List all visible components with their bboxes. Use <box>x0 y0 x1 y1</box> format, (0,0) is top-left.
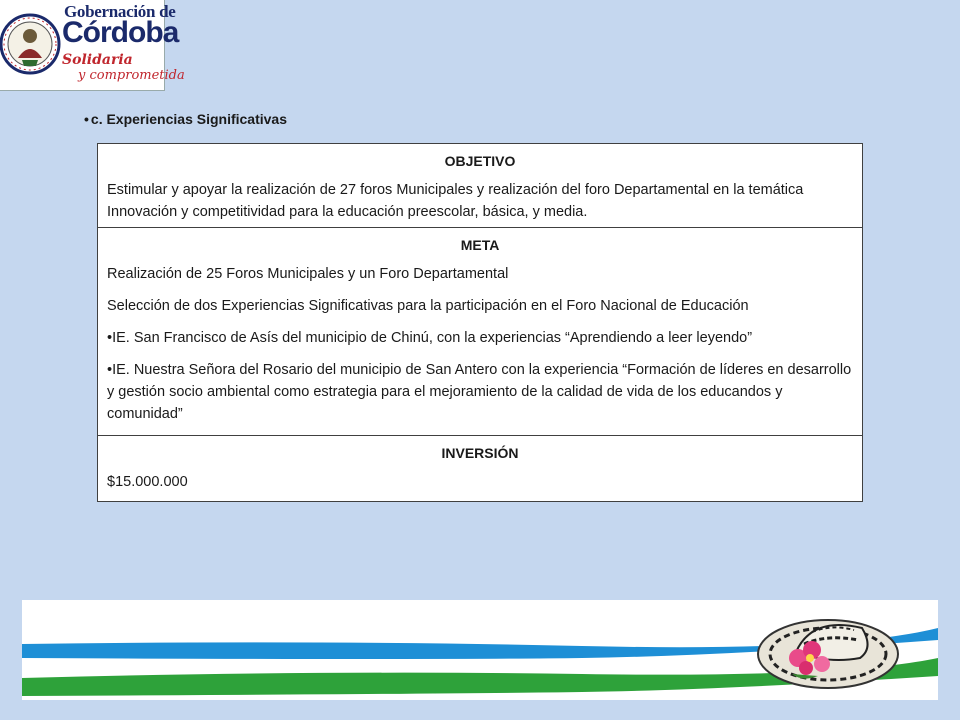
inversion-block <box>98 436 862 493</box>
meta-heading: META <box>460 237 500 253</box>
logo-slogan-1: Solidaria <box>62 52 133 68</box>
logo-line-1: Gobernación de <box>64 2 176 21</box>
bullet: • <box>84 111 89 127</box>
meta-line-2: Selección de dos Experiencias Significativas para la participación en el Foro Nacional de Educación <box>107 298 749 314</box>
sombrero-vueltiao-icon <box>758 620 898 688</box>
footer-stripes <box>22 600 938 700</box>
section-title <box>84 111 287 127</box>
objetivo-text: Estimular y apoyar la realización de 27 foros Municipales y realización del foro Departamental en la temática Innovación y competitividad para la educación preescolar, básica, y media. <box>107 182 804 220</box>
inversion-amount: $15.000.000 <box>107 474 188 490</box>
info-table <box>97 143 863 502</box>
meta-bullet-2: •IE. Nuestra Señora del Rosario del municipio de San Antero con la experiencia “Formación de líderes en desarrollo y gestión socio ambiental como estrategia para el mejoramiento de la calidad de vida de los educandos y comunidad” <box>107 362 852 422</box>
objetivo-heading: OBJETIVO <box>444 153 516 169</box>
section-title-text: c. Experiencias Significativas <box>90 111 288 127</box>
logo-slogan-2: y comprometida <box>78 68 185 83</box>
logo-line-2: Córdoba <box>62 16 179 49</box>
meta-bullet-1: •IE. San Francisco de Asís del municipio de Chinú, con la experiencias “Aprendiendo a leer leyendo” <box>107 330 753 346</box>
meta-line-1: Realización de 25 Foros Municipales y un Foro Departamental <box>107 266 509 282</box>
inversion-heading: INVERSIÓN <box>441 445 519 461</box>
footer-banner <box>22 600 938 700</box>
gobernacion-cordoba-logo <box>0 0 185 91</box>
objetivo-block <box>98 144 862 228</box>
coat-of-arms-icon <box>0 0 64 90</box>
meta-block <box>98 228 862 436</box>
